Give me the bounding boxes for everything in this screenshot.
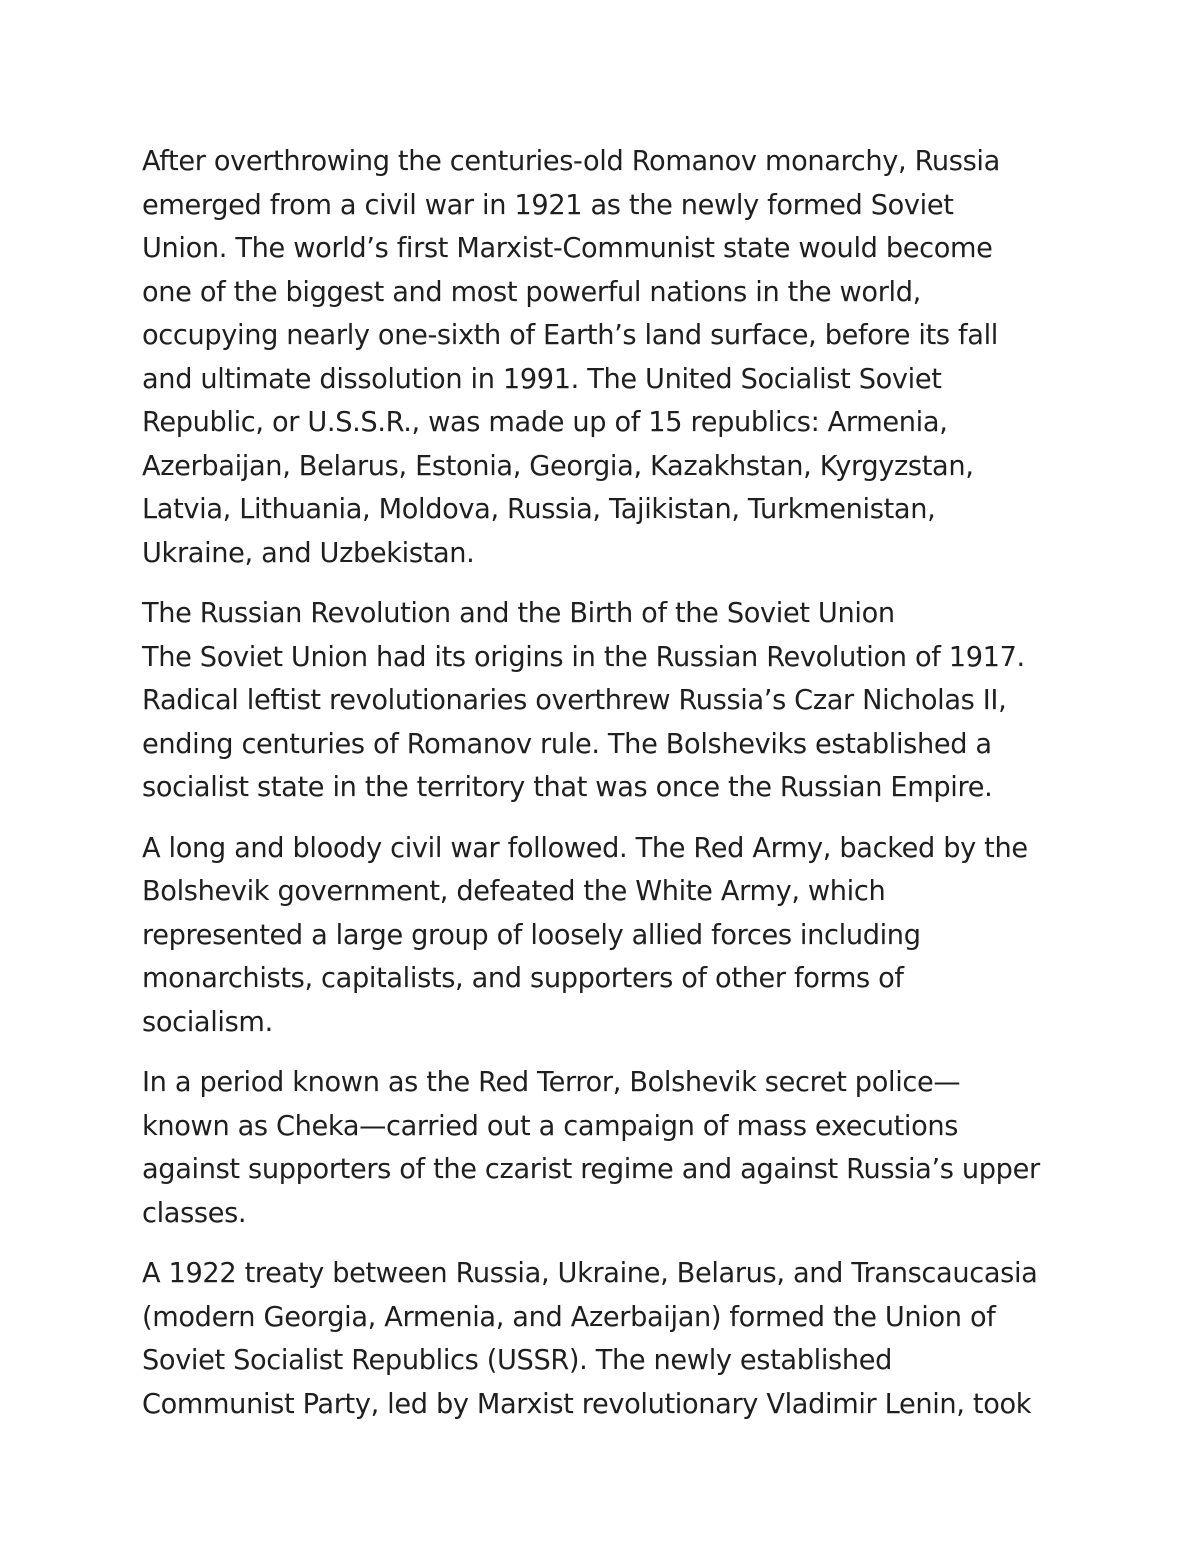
text-line: In a period known as the Red Terror, Bolshevik secret police—	[142, 1067, 961, 1098]
text-line: classes.	[142, 1197, 247, 1229]
text-line: A 1922 treaty between Russia, Ukraine, Belarus, and Transcaucasia	[142, 1258, 1038, 1289]
text-line: one of the biggest and most powerful nations in the world,	[142, 276, 921, 308]
paragraph-revolution	[142, 592, 1072, 810]
text-line: socialism.	[142, 1006, 273, 1038]
text-line: Soviet Socialist Republics (USSR). The newly established	[142, 1345, 893, 1376]
paragraph-civil-war	[142, 827, 1072, 1045]
text-line: and ultimate dissolution in 1991. The United Socialist Soviet	[142, 363, 942, 395]
text-line: against supporters of the czarist regime and against Russia’s upper	[142, 1154, 1040, 1185]
text-line: emerged from a civil war in 1921 as the newly formed Soviet	[142, 189, 954, 221]
text-line: known as Cheka—carried out a campaign of mass executions	[142, 1110, 959, 1142]
text-line: Azerbaijan, Belarus, Estonia, Georgia, Kazakhstan, Kyrgyzstan,	[142, 450, 974, 482]
text-line: Ukraine, and Uzbekistan.	[142, 537, 475, 569]
text-line: The Soviet Union had its origins in the Russian Revolution of 1917.	[142, 641, 1025, 673]
text-line: Union. The world’s first Marxist-Communist state would become	[142, 233, 993, 264]
text-line: A long and bloody civil war followed. The Red Army, backed by the	[142, 832, 1028, 864]
paragraph-red-terror	[142, 1061, 1072, 1235]
section-heading: The Russian Revolution and the Birth of the Soviet Union	[142, 598, 895, 629]
text-line: Republic, or U.S.S.R., was made up of 15 republics: Armenia,	[142, 407, 948, 438]
text-line: monarchists, capitalists, and supporters of other forms of	[142, 963, 904, 994]
text-line: ending centuries of Romanov rule. The Bolsheviks established a	[142, 728, 992, 760]
text-line: (modern Georgia, Armenia, and Azerbaijan) formed the Union of	[142, 1301, 996, 1333]
text-line: Radical leftist revolutionaries overthrew Russia’s Czar Nicholas II,	[142, 685, 1007, 716]
document-page	[142, 140, 1072, 1443]
text-line: Communist Party, led by Marxist revolutionary Vladimir Lenin, took	[142, 1388, 1032, 1420]
text-line: socialist state in the territory that was once the Russian Empire.	[142, 772, 993, 803]
paragraph-intro	[142, 140, 1072, 575]
text-line: Latvia, Lithuania, Moldova, Russia, Tajikistan, Turkmenistan,	[142, 494, 936, 525]
text-line: After overthrowing the centuries-old Romanov monarchy, Russia	[142, 146, 1000, 177]
text-line: represented a large group of loosely allied forces including	[142, 919, 921, 951]
text-line: occupying nearly one-sixth of Earth’s land surface, before its fall	[142, 320, 998, 351]
text-line: Bolshevik government, defeated the White Army, which	[142, 876, 886, 907]
paragraph-treaty	[142, 1252, 1072, 1426]
